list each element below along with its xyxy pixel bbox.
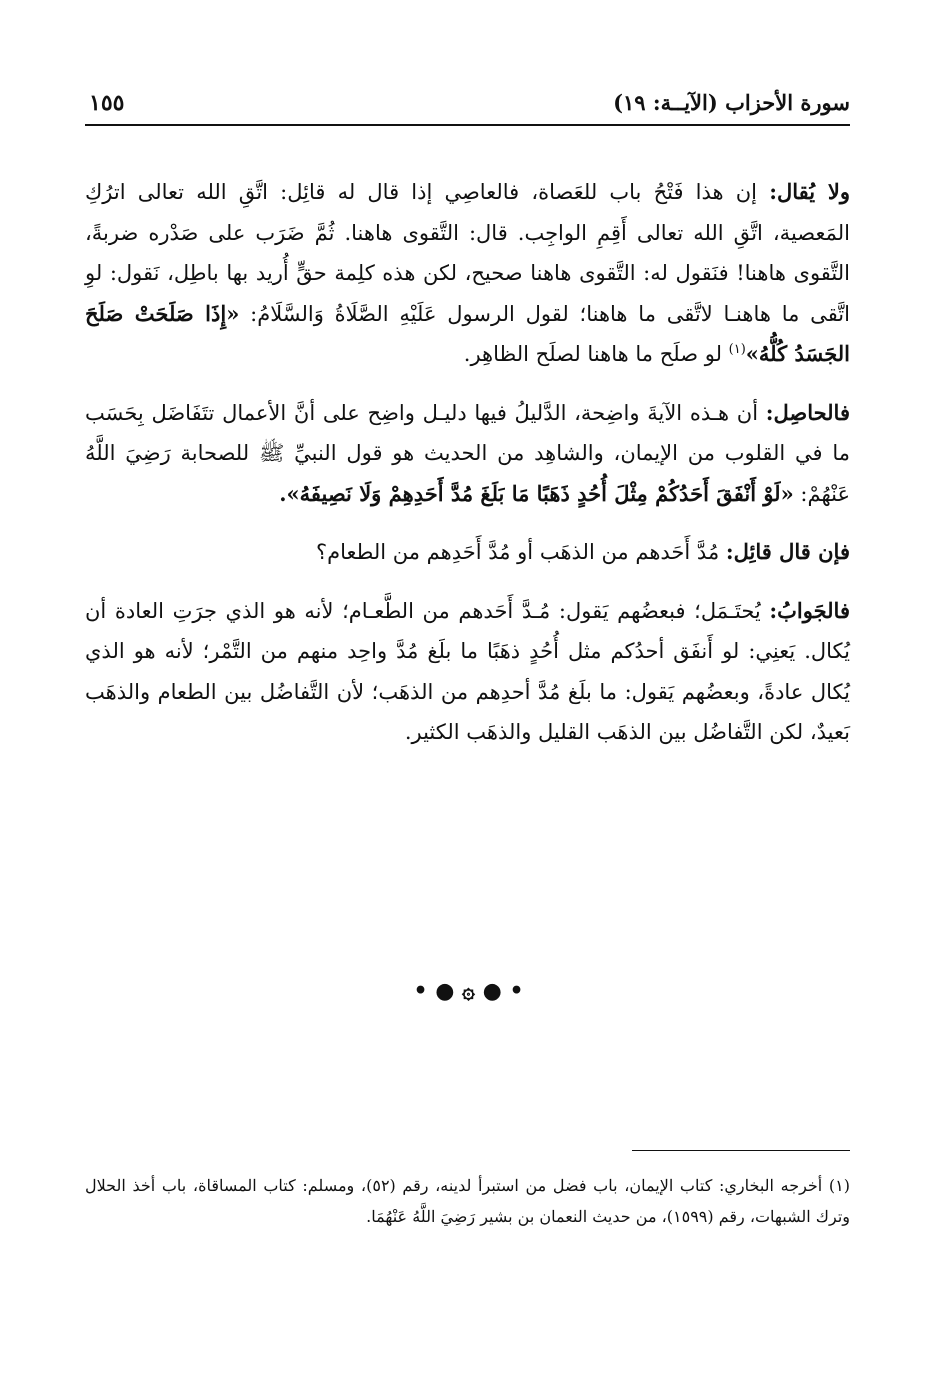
paragraph-text: إن هذا فَتْحُ باب للعَصاة، فالعاصِي إذا قال له قائِل: اتَّقِ الله تعالى اترُكِ المَعصية، اتَّقِ الله تعالى أَقِمِ الواجِب. قال: التَّقوى هاهنا. ثُمَّ ضَرَب على صَدْره ضربةً، التَّقوى هاهنا! فنَقول له: التَّقوى هاهنا صحيح، لكن هذه كلِمة حقٍّ أُريد بها باطِل، نَقول: لوِ اتَّقى ما هاهنـا لاتَّقى ما هاهنا؛ لقول الرسول عَلَيْهِ الصَّلَاةُ وَالسَّلَامُ: [85,180,850,326]
paragraph-lead: فإن قال قائِل: [725,539,850,564]
page-header [85,86,850,124]
paragraph-lead: فالحاصِل: [765,399,850,425]
footnote-reference[interactable]: (١) [728,342,746,357]
section-ornament-icon: • ● ۞ ● • [413,978,524,1004]
footnote [85,1170,850,1232]
page-number: ١٥٥ [89,90,125,116]
surah-title: سورة الأحزاب (الآيــة: ١٩) [613,90,850,115]
hadith-quote: «لَوْ أَنْفَقَ أَحَدُكُمْ مِثْلَ أُحُدٍ ذَهَبًا مَا بَلَغَ مُدَّ أَحَدِهِمْ وَلَا نَصِيفَهُ». [279,480,794,506]
paragraph-lead: فالجَوابُ: [769,597,850,623]
paragraph-1 [85,172,850,375]
paragraph-4 [85,591,850,753]
paragraph-text: يُحتَـمَل؛ فبعضُهم يَقول: مُـدَّ أَحَدهم من الطَّعـام؛ لأنه هو الذي جرَتِ العادة أن يُكال. يَعنِي: لو أَنفَق أحدُكم مثل أُحُدٍ ذهَبًا ما بلَغ مُدَّ واحِد منهم من التَّمْر؛ لأنه هو الذي يُكال عادةً، وبعضُهم يَقول: ما بلَغ مُدَّ أحدِهم من الذهَب؛ لأن التَّفاضُل بين الطعام والذهَب بَعيدٌ، لكن التَّفاضُل بين الذهَب القليل والذهَب الكثير. [85,598,850,744]
hadith-quote: «إِذَا صَلَحَتْ صَلَحَ الجَسَدُ كُلُّهُ» [85,300,850,366]
footnote-text: (١) أخرجه البخاري: كتاب الإيمان، باب فضل من استبرأ لدينه، رقم (٥٢)، ومسلم: كتاب المساقاة، باب أخذ الحلال وترك الشبهات، رقم (١٥٩٩)، من حديث النعمان بن بشير رَضِيَ اللَّهُ عَنْهُمَا. [85,1176,850,1226]
paragraph-text: أن هـذه الآيةَ واضِحة، الدَّليلُ فيها دليـل واضِح على أنَّ الأعمال تتَفَاضَل بِحَسَب ما في القلوب من الإيمان، والشاهِد من الحديث هو قول النبيِّ ﷺ للصحابة رَضِيَ اللَّهُ عَنْهُمْ: [85,400,850,506]
paragraph-3 [85,532,850,573]
footnote-rule [632,1150,850,1151]
header-rule [85,124,850,126]
paragraph-lead: ولا يُقال: [769,179,851,204]
paragraph-tail: لو صلَح ما هاهنا لصلَح الظاهِر. [463,342,729,366]
paragraph-text: مُدَّ أَحَدهم من الذهَب أو مُدَّ أَحَدِهم من الطعام؟ [315,540,726,564]
paragraph-2 [85,393,850,515]
body-text [85,172,850,771]
